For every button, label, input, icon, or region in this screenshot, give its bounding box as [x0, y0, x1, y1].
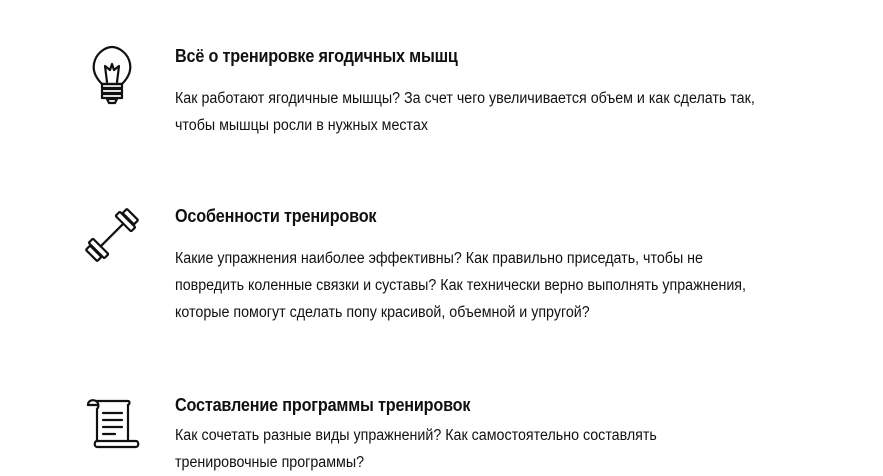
feature-description-line: которые помогут сделать попу красивой, объемной и упругой?	[175, 304, 590, 321]
feature-description-line: чтобы мышцы росли в нужных местах	[175, 117, 428, 134]
scroll-icon	[80, 392, 144, 456]
feature-description	[175, 422, 819, 476]
feature-title: Составление программы тренировок	[175, 395, 471, 415]
feature-description-line: тренировочные программы?	[175, 454, 365, 471]
feature-description-line: Как сочетать разные виды упражнений? Как самостоятельно составлять	[175, 427, 657, 444]
dumbbell-icon	[80, 203, 144, 267]
lightbulb-icon	[80, 42, 144, 106]
feature-description	[175, 85, 819, 139]
feature-description-line: Какие упражнения наиболее эффективны? Как правильно приседать, чтобы не	[175, 250, 703, 267]
feature-title: Всё о тренировке ягодичных мышц	[175, 46, 458, 66]
feature-description-line: повредить коленные связки и суставы? Как технически верно выполнять упражнения,	[175, 277, 746, 294]
feature-title: Особенности тренировок	[175, 206, 377, 226]
feature-description	[175, 245, 819, 326]
feature-description-line: Как работают ягодичные мышцы? За счет чего увеличивается объем и как сделать так,	[175, 90, 755, 107]
